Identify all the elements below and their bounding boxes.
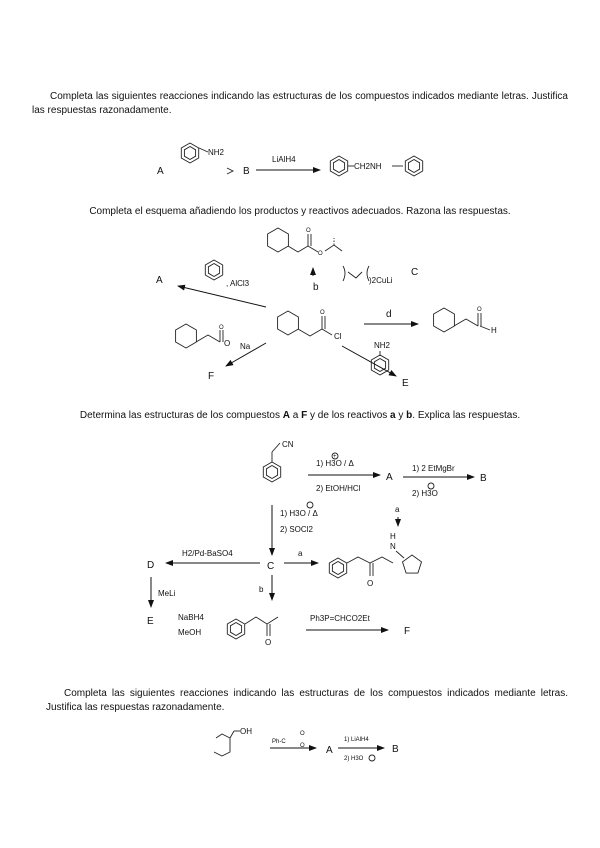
amide-ring (329, 558, 346, 578)
compound-label: A (282, 410, 290, 421)
ester-cyclohexane (268, 228, 289, 252)
label-d: D (147, 560, 155, 571)
compound-label: F (301, 410, 308, 421)
label-a-up: a (395, 505, 400, 514)
label-c: C (267, 561, 275, 572)
aldehyde-o: O (477, 307, 482, 313)
charge-circle (307, 502, 313, 508)
wittig-reagent: Ph3P=CHCO2Et (310, 614, 370, 623)
ketone-ring (227, 619, 244, 639)
product-c-label: C (411, 267, 419, 278)
benzene-reagent (205, 260, 222, 280)
ester-o: O (318, 251, 323, 257)
charge-circle (369, 755, 375, 761)
cyclopentyl-ring (403, 555, 422, 573)
label-f: F (404, 626, 411, 637)
amide-o: O (367, 579, 374, 588)
product-f-label: F (208, 371, 215, 382)
reagent-label: b (406, 410, 413, 421)
problem3-scheme (147, 440, 487, 647)
small-arrow (227, 168, 233, 174)
aniline-ring (181, 143, 198, 163)
alcl3-reagent: , AlCl3 (226, 279, 250, 288)
reagent-e: MeLi (158, 589, 176, 598)
carboxylate-o2: O (224, 339, 231, 348)
carboxylate-o1: O (219, 325, 224, 331)
benzyl-cyanide-ring (263, 462, 280, 482)
peracid-o2: O (300, 743, 305, 749)
peracid: Ph-C (272, 739, 286, 745)
compound-a-label: A (157, 166, 164, 177)
carboxylate-cyclohexane (176, 324, 197, 348)
acyl-o: O (320, 310, 325, 316)
reagent-d-label: d (386, 309, 392, 320)
reagent-d: H2/Pd-BaSO4 (182, 549, 233, 558)
product-a-label: A (156, 275, 163, 286)
peracid-o1: O (300, 731, 305, 737)
oh-group: OH (240, 727, 252, 736)
step-c-1: 1) H3O / Δ (280, 509, 318, 518)
label-b-reagent: b (259, 585, 264, 594)
problem1-instruction: Completa las siguientes reacciones indicando las estructuras de los compuestos indicados mediante letras. Justifica las respuestas razonadamente. (32, 91, 568, 116)
instruction-text: Determina las estructuras de los compuestos (79, 410, 283, 421)
reagent-b-label: b (313, 282, 319, 293)
step-2: 2) H3O (344, 756, 364, 762)
arrow-to-a (178, 286, 266, 307)
label-e: E (147, 616, 154, 627)
step-a-1: 1) H3O / Δ (316, 459, 354, 468)
step-1: 1) LiAlH4 (344, 737, 369, 743)
step-b-2: 2) H3O (412, 489, 438, 498)
amide-n: N (390, 542, 396, 551)
instruction-text: y de los reactivos (307, 410, 391, 421)
step-a-2: 2) EtOH/HCl (316, 484, 361, 493)
reagent-label: a (390, 410, 396, 421)
sodium-ion: Na (240, 342, 251, 351)
nh2-group: NH2 (208, 148, 225, 157)
product-e-label: E (402, 378, 409, 389)
amide-h: H (390, 532, 396, 541)
aniline-reagent (371, 355, 388, 375)
arrow-to-e (342, 346, 396, 376)
product-linker: CH2NH (354, 162, 382, 171)
label-a: A (326, 745, 333, 756)
ester-carbonyl-o: O (306, 228, 311, 234)
cn-group: CN (282, 440, 294, 449)
instruction-text: y (395, 410, 407, 421)
step-b-1: 1) 2 EtMgBr (412, 464, 455, 473)
label-b: B (480, 473, 487, 484)
aldehyde-cyclohexane (434, 308, 455, 332)
product-ring-left (330, 156, 347, 176)
problem4-scheme (214, 727, 399, 762)
aldehyde-h: H (491, 326, 497, 335)
instruction-text: . Explica las respuestas. (412, 410, 521, 421)
aniline-nh2: NH2 (374, 341, 391, 350)
cuprate-reagent: )2CuLi (369, 276, 393, 285)
compound-b-label: B (243, 166, 250, 177)
product-ring-right (405, 156, 422, 176)
label-a-right: a (298, 549, 303, 558)
instruction-text: a (290, 410, 302, 421)
problem1-scheme (157, 143, 423, 177)
central-cyclohexane (278, 311, 299, 335)
lialh4-reagent: LiAlH4 (272, 155, 296, 164)
problem2-instruction: Completa el esquema añadiendo los productos y reactivos adecuados. Razona las respuestas. (89, 206, 511, 217)
step-c-2: 2) SOCl2 (280, 525, 313, 534)
problem2-scheme (156, 228, 497, 389)
label-b: B (392, 744, 399, 755)
acyl-cl: Cl (334, 332, 342, 341)
ketone-o: O (265, 638, 272, 647)
reagent-meoh: MeOH (178, 628, 202, 637)
label-a: A (386, 472, 393, 483)
problem4-instruction: Completa las siguientes reacciones indicando las estructuras de los compuestos indicados mediante letras. Justifica las respuestas razonadamente. (46, 688, 568, 713)
reagent-nabh4: NaBH4 (178, 613, 204, 622)
plus-charge: + (333, 454, 337, 460)
